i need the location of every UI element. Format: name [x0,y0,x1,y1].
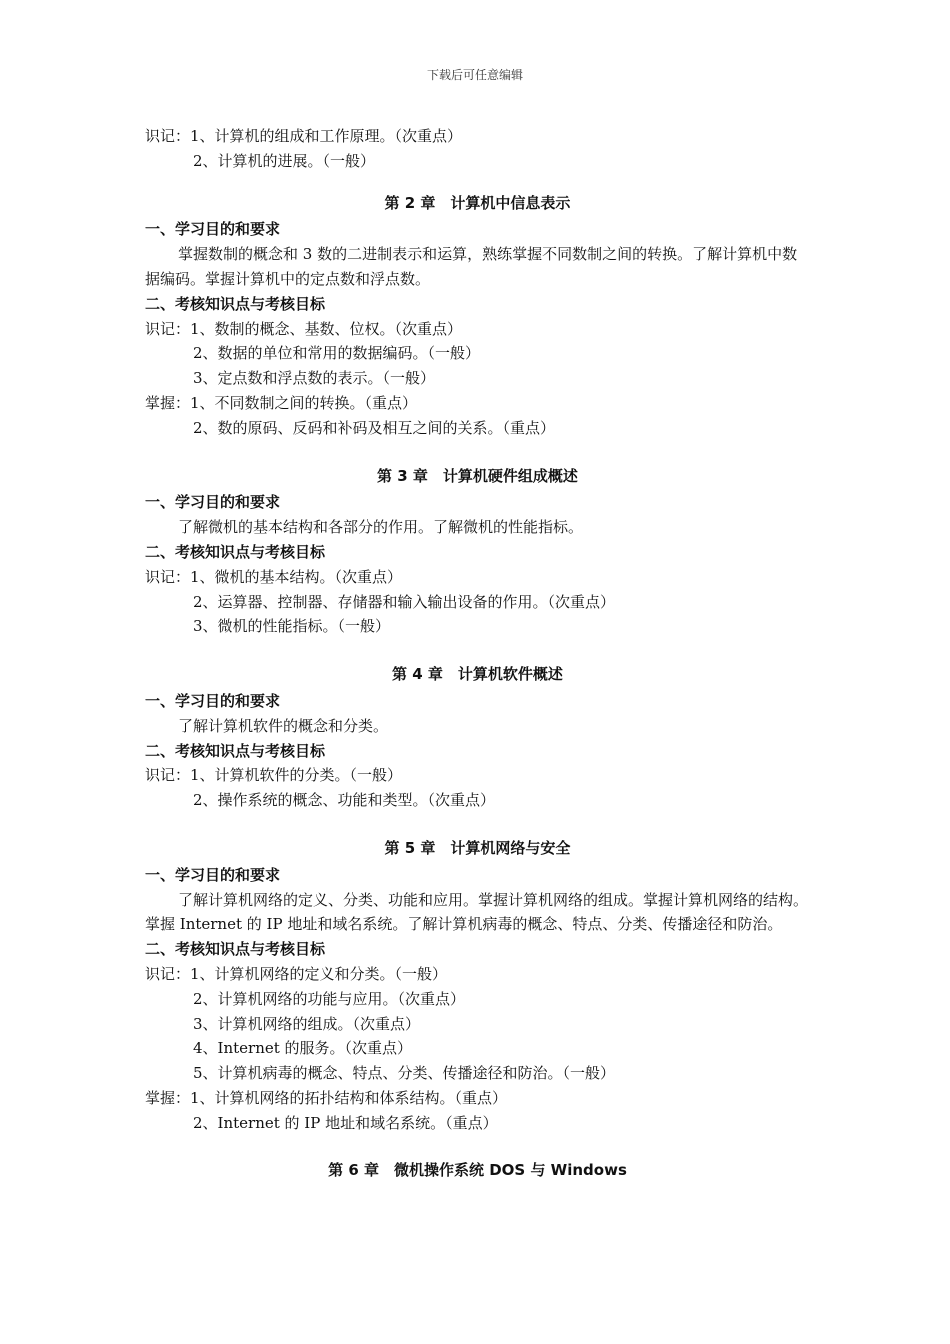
ch5-item-4: 4、Internet 的服务。（次重点） [193,1039,413,1058]
ch2-item-2: 2、数据的单位和常用的数据编码。（一般） [193,344,481,363]
ch5-goals-paragraph: 了解计算机网络的定义、分类、功能和应用。掌握计算机网络的组成。掌握计算机网络的结构。掌握 Internet 的 IP 地址和域名系统。了解计算机病毒的概念、特点、分类、传播途径和防治。 [145,890,809,934]
ch4-heading-goals: 一、学习目的和要求 [145,691,281,710]
document-body [145,124,810,1185]
ch5-item-5: 5、计算机病毒的概念、特点、分类、传播途径和防治。（一般） [193,1064,616,1083]
ch5-item-7: 2、Internet 的 IP 地址和域名系统。（重点） [193,1113,498,1132]
top-item-1: 识记：1、计算机的组成和工作原理。（次重点） [145,127,463,145]
ch4-item-1: 识记：1、计算机软件的分类。（一般） [145,766,403,785]
ch2-item-5: 2、数的原码、反码和补码及相互之间的关系。（重点） [193,418,556,437]
chapter-3-title: 第 3 章 计算机硬件组成概述 [377,466,578,485]
ch3-heading-goals: 一、学习目的和要求 [145,493,281,512]
ch2-item-1: 识记：1、数制的概念、基数、位权。（次重点） [145,319,463,338]
ch2-goals-paragraph: 掌握数制的概念和 3 数的二进制表示和运算，熟练掌握不同数制之间的转换。了解计算机中数据编码。掌握计算机中的定点数和浮点数。 [145,245,798,288]
ch5-item-2: 2、计算机网络的功能与应用。（次重点） [193,989,466,1008]
ch5-item-3: 3、计算机网络的组成。（次重点） [193,1014,421,1033]
chapter-5-title: 第 5 章 计算机网络与安全 [384,838,571,857]
ch3-item-1: 识记：1、微机的基本结构。（次重点） [145,567,403,586]
ch3-item-3: 3、微机的性能指标。（一般） [193,617,391,636]
ch4-heading-exam: 二、考核知识点与考核目标 [145,741,326,760]
ch2-item-3: 3、定点数和浮点数的表示。（一般） [193,369,436,388]
ch2-heading-exam: 二、考核知识点与考核目标 [145,294,326,313]
top-item-2: 2、计算机的进展。（一般） [193,151,376,170]
page-header: 下载后可任意编辑 [426,68,523,82]
chapter-2-title: 第 2 章 计算机中信息表示 [384,193,571,212]
ch5-item-6: 掌握：1、计算机网络的拓扑结构和体系结构。（重点） [145,1088,508,1107]
ch5-item-1: 识记：1、计算机网络的定义和分类。（一般） [145,964,448,983]
ch3-heading-exam: 二、考核知识点与考核目标 [145,542,326,561]
chapter-6-title: 第 6 章 微机操作系统 DOS 与 Windows [328,1161,627,1180]
ch4-goals-paragraph: 了解计算机软件的概念和分类。 [178,716,389,735]
ch4-item-2: 2、操作系统的概念、功能和类型。（次重点） [193,791,496,810]
ch5-heading-exam: 二、考核知识点与考核目标 [145,940,326,959]
ch2-item-4: 掌握：1、不同数制之间的转换。（重点） [145,393,418,412]
ch3-goals-paragraph: 了解微机的基本结构和各部分的作用。了解微机的性能指标。 [178,518,584,537]
ch3-item-2: 2、运算器、控制器、存储器和输入输出设备的作用。（次重点） [193,592,616,611]
ch2-heading-goals: 一、学习目的和要求 [145,220,281,239]
chapter-4-title: 第 4 章 计算机软件概述 [392,665,563,684]
ch5-heading-goals: 一、学习目的和要求 [145,865,281,884]
